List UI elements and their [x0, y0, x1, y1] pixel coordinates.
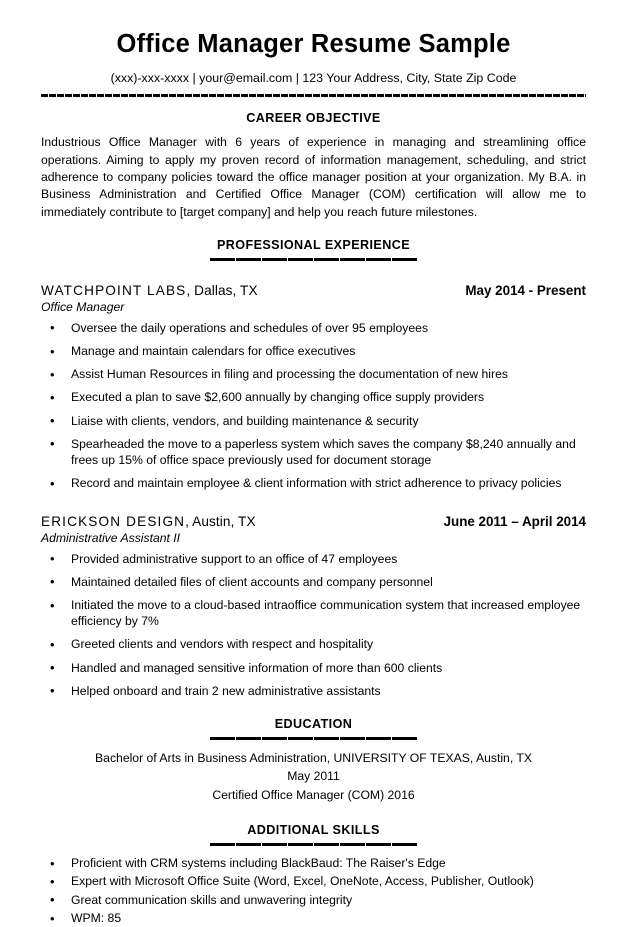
education-block	[41, 749, 586, 804]
section-heading-education: EDUCATION	[274, 717, 353, 732]
job-bullet-list	[41, 320, 586, 492]
job-company-location: , Austin, TX	[185, 513, 256, 529]
job-header	[41, 514, 586, 529]
job-company-location: , Dallas, TX	[186, 282, 258, 298]
list-item: • Liaise with clients, vendors, and building maintenance & security	[41, 413, 586, 429]
list-item: • Initiated the move to a cloud-based intraoffice communication system that increased employee efficiency by 7%	[41, 597, 586, 629]
list-item: • Greeted clients and vendors with respect and hospitality	[41, 636, 586, 652]
list-item: • Assist Human Resources in filing and processing the documentation of new hires	[41, 366, 586, 382]
additional-skills-divider	[210, 843, 418, 846]
list-item: • Manage and maintain calendars for office executives	[41, 343, 586, 359]
list-item: • Provided administrative support to an office of 47 employees	[41, 551, 586, 567]
list-item: • Great communication skills and unwavering integrity	[41, 892, 586, 908]
list-item: • WPM: 85	[41, 910, 586, 926]
job-bullet-list	[41, 551, 586, 700]
professional-experience-divider	[210, 258, 418, 261]
section-heading-additional-skills: ADDITIONAL SKILLS	[247, 823, 380, 837]
list-item: • Oversee the daily operations and schedules of over 95 employees	[41, 320, 586, 336]
list-item: • Expert with Microsoft Office Suite (Word, Excel, OneNote, Access, Publisher, Outlook)	[41, 873, 586, 889]
education-divider	[210, 737, 418, 740]
job-company	[41, 283, 258, 298]
list-item: • Maintained detailed files of client accounts and company personnel	[41, 574, 586, 590]
section-heading-professional-experience: PROFESSIONAL EXPERIENCE	[216, 237, 410, 252]
job-entry	[41, 514, 586, 700]
job-company-name: ERICKSON DESIGN	[41, 513, 186, 529]
job-title: Administrative Assistant II	[41, 530, 181, 545]
list-item: • Executed a plan to save $2,600 annually by changing office supply providers	[41, 389, 586, 405]
list-item: • Spearheaded the move to a paperless system which saves the company $8,240 annually and frees up 15% of office space previously used for document storage	[41, 436, 586, 468]
list-item: • Record and maintain employee & client information with strict adherence to privacy policies	[41, 475, 586, 491]
section-heading-career-objective: CAREER OBJECTIVE	[246, 111, 381, 126]
career-objective-text: Industrious Office Manager with 6 years of experience in managing and streamlining office operations. Aiming to apply my proven record of information management, scheduling, and strict adherence to company policies toward the office manager position at your organization. My B.A. in Business Administration and Certified Office Manager (COM) certification will allow me to immediately contribute to [target company] and help you reach future milestones.	[41, 135, 586, 219]
skills-bullet-list	[41, 855, 586, 927]
list-item: • Handled and managed sensitive information of more than 600 clients	[41, 660, 586, 676]
job-title: Office Manager	[41, 299, 125, 314]
education-degree: Bachelor of Arts in Business Administration, UNIVERSITY OF TEXAS, Austin, TX	[95, 751, 532, 766]
job-company	[41, 514, 256, 529]
job-dates: May 2014 - Present	[465, 282, 586, 298]
header-divider	[41, 94, 586, 97]
contact-info: (xxx)-xxx-xxxx | your@email.com | 123 Your Address, City, State Zip Code	[110, 71, 517, 86]
job-entry	[41, 283, 586, 492]
list-item: • Helped onboard and train 2 new administrative assistants	[41, 683, 586, 699]
job-header	[41, 283, 586, 298]
job-company-name: WATCHPOINT LABS	[41, 282, 187, 298]
page-title: Office Manager Resume Sample	[116, 30, 511, 58]
list-item: • Proficient with CRM systems including BlackBaud: The Raiser's Edge	[41, 855, 586, 871]
education-date: May 2011	[287, 769, 340, 784]
job-dates: June 2011 – April 2014	[443, 513, 586, 529]
skills-block	[41, 855, 586, 927]
education-certification: Certified Office Manager (COM) 2016	[212, 787, 415, 802]
